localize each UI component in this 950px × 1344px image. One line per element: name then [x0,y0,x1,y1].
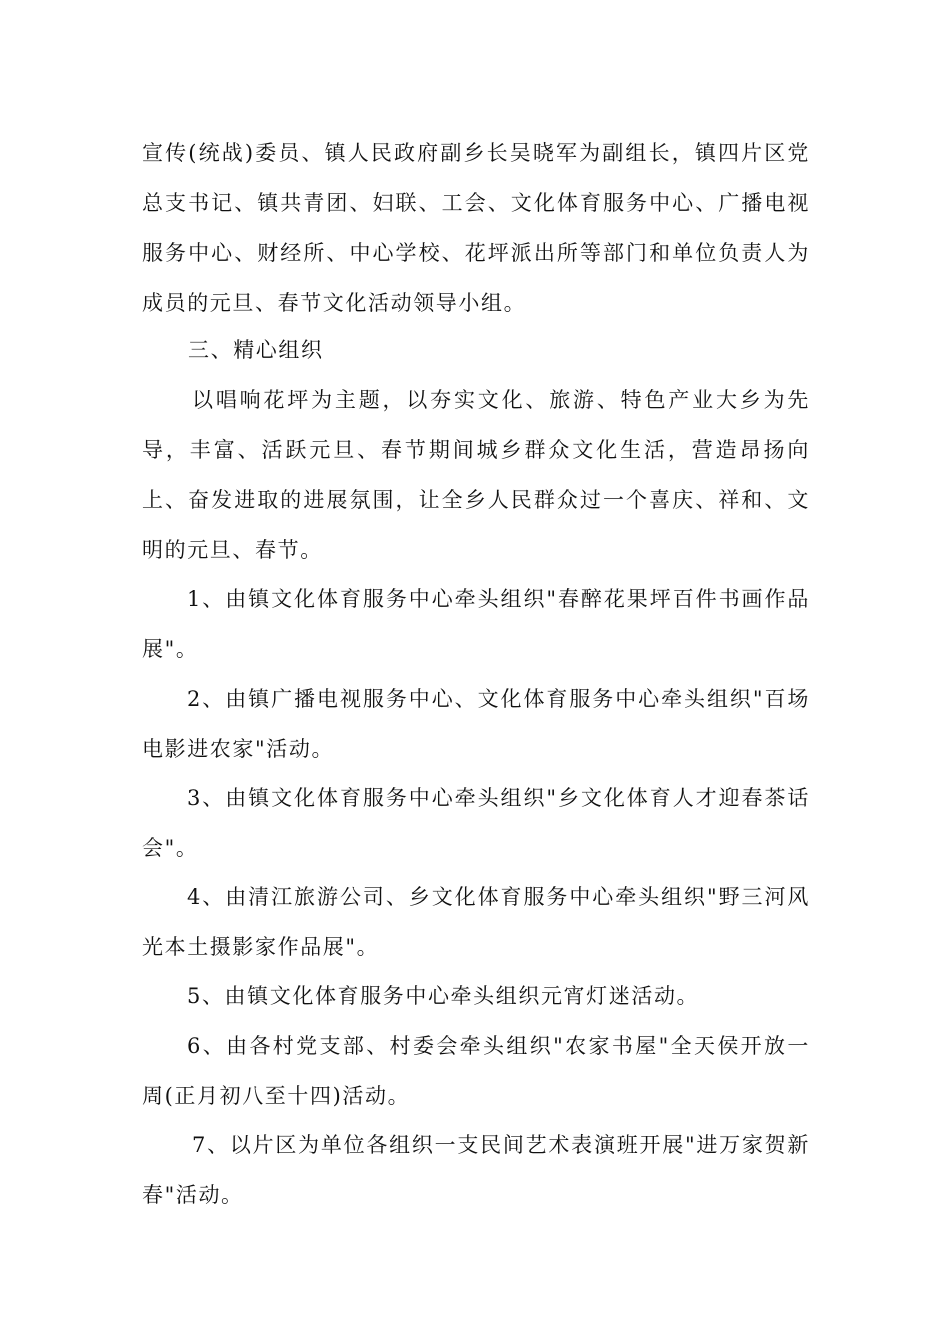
list-item-5: 5、由镇文化体育服务中心牵头组织元宵灯迷活动。 [187,984,700,1008]
section-heading-organize: 三、精心组织 [188,338,324,362]
list-item-3: 3、由镇文化体育服务中心牵头组织"乡文化体育人才迎春茶话会"。 [142,786,810,860]
paragraph-theme: 以唱响花坪为主题，以夯实文化、旅游、特色产业大乡为先导，丰富、活跃元旦、春节期间城乡群众文化生活，营造昂扬向上、奋发进取的进展氛围，让全乡人民群众过一个喜庆、祥和、文明的元旦、春节。 [142,388,810,562]
list-item-1: 1、由镇文化体育服务中心牵头组织"春醉花果坪百件书画作品展"。 [142,587,810,661]
list-item-2: 2、由镇广播电视服务中心、文化体育服务中心牵头组织"百场电影进农家"活动。 [142,687,810,761]
list-item-6: 6、由各村党支部、村委会牵头组织"农家书屋"全天侯开放一周(正月初八至十四)活动。 [142,1034,810,1108]
list-item-4: 4、由清江旅游公司、乡文化体育服务中心牵头组织"野三河风光本土摄影家作品展"。 [142,885,810,959]
paragraph-leadership-group: 宣传(统战)委员、镇人民政府副乡长吴晓军为副组长，镇四片区党总支书记、镇共青团、妇联、工会、文化体育服务中心、广播电视服务中心、财经所、中心学校、花坪派出所等部门和单位负责人为成员的元旦、春节文化活动领导小组。 [142,141,810,315]
list-item-7: 7、以片区为单位各组织一支民间艺术表演班开展"进万家贺新春"活动。 [142,1133,810,1207]
